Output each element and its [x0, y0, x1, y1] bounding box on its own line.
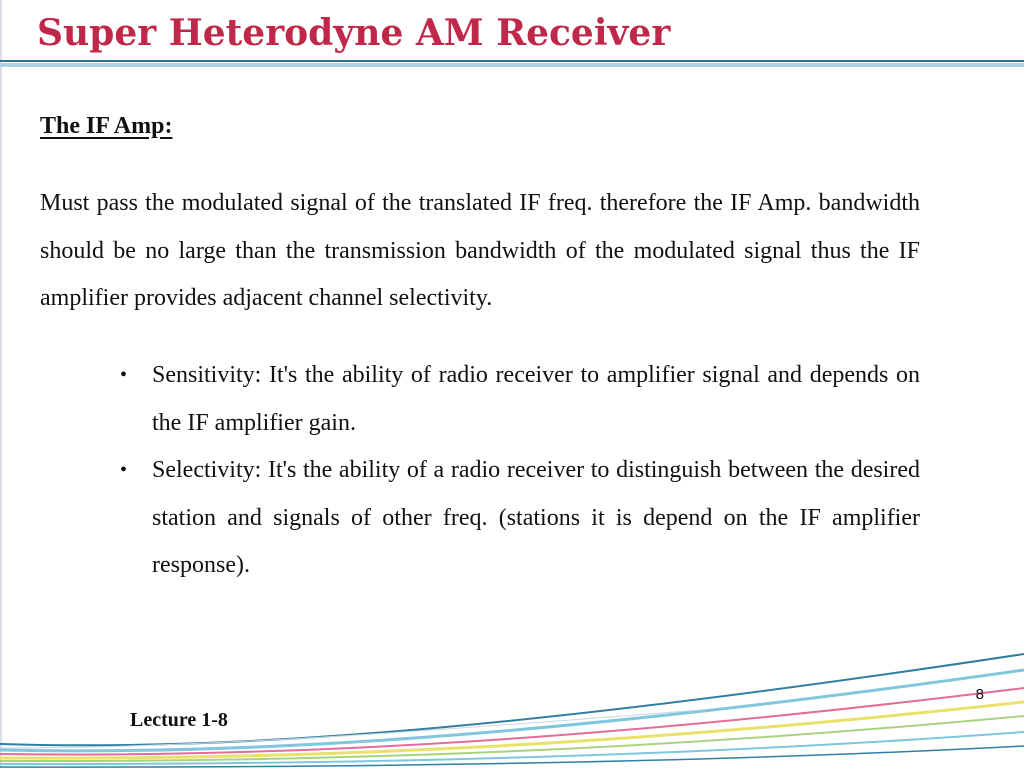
bullet-text: Sensitivity: It's the ability of radio receiver to amplifier signal and depends on the IF amplifier gain. [152, 362, 920, 436]
bullet-marker-icon: • [120, 364, 128, 386]
swoosh-line-cyan-2 [0, 732, 1024, 764]
bullet-marker-icon: • [120, 459, 128, 481]
lecture-label: Lecture 1-8 [130, 709, 228, 731]
title-underline-light [0, 63, 1024, 67]
section-heading: The IF Amp: [40, 113, 173, 139]
title-underline-dark [0, 60, 1024, 62]
slide-title: Super Heterodyne AM Receiver [37, 12, 671, 54]
bullet-item-sensitivity [118, 352, 920, 447]
bullet-text: Selectivity: It's the ability of a radio receiver to distinguish between the desired station and signals of other freq. (stations it is depend on the IF amplifier response). [152, 457, 920, 578]
bullet-item-selectivity [118, 447, 920, 590]
decorative-swoosh-lines [0, 620, 1024, 768]
bullet-list [118, 352, 920, 590]
page-number: 8 [975, 686, 984, 703]
body-paragraph: Must pass the modulated signal of the translated IF freq. therefore the IF Amp. bandwidth should be no large than the transmission bandwidth of the modulated signal thus the IF amplifier provides adjacent channel selectivity. [40, 190, 920, 311]
